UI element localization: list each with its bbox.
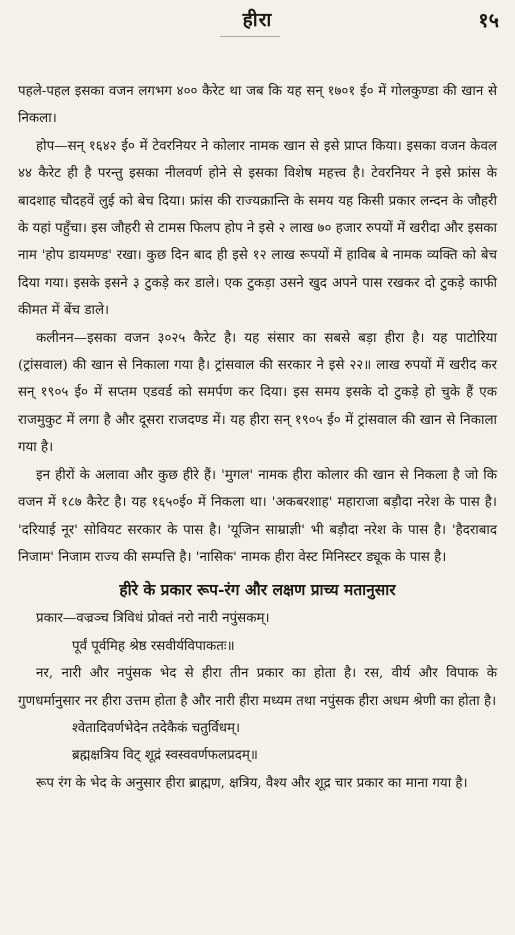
section-heading: हीरे के प्रकार रूप-रंग और लक्षण प्राच्य मतानुसार xyxy=(119,580,396,600)
header-rule xyxy=(220,36,280,37)
paragraph-hope: होप—सन् १६४२ ई० में टेवरनियर ने कोलार नामक खान से इसे प्राप्त किया। इसका वजन केवल ४४ कैरेट ही है परन्तु इसका नीलवर्ण होने से इसका विशेष महत्त्व है। टेवरनियर ने इसे फ्रांस के बादशाह चौदहवें लुई को बेच दिया। फ्रांस की राज्यक्रान्ति के समय यह किसी प्रकार लन्दन के जौहरी के यहां पहुँचा। इस जौहरी से टामस फिलप होप ने इसे २ लाख ७० हजार रुपयों में खरीदा और इसका नाम 'होप डायमण्ड' रखा। कुछ दिन बाद ही इसे १२ लाख रूपयों में हाविब बे नामक व्यक्ति को बेच दिया गया। इसके इसने ३ टुकड़े कर डाले। एक टुकड़ा उसने खुद अपने पास रखकर दो टुकड़े काफी कीमत में बेंच डाले। xyxy=(18,138,497,319)
verse-1-line-1: प्रकार—वज्रञ्च त्रिविधं प्रोक्तं नरो नारी नपुंसकम्। xyxy=(36,611,270,627)
page-number: १५ xyxy=(478,8,499,32)
verse-2-line-2: ब्रह्मक्षत्रिय विट् शूद्रं स्वस्ववर्णफलप्रदम्॥ xyxy=(72,748,258,764)
paragraph-cullinan: कलीनन—इसका वजन ३०२५ कैरेट है। यह संसार का सबसे बड़ा हीरा है। यह पाटोरिया (ट्रांसवाल) की खान से निकाला गया है। ट्रांसवाल की सरकार ने इसे २२॥ लाख रुपयों में खरीद कर सन् १९०५ ई० में सप्तम एडवर्ड को समर्पण कर दिया। इस समय इसके दो टुकड़े हो चुके हैं एक राजमुकुट में लगा है और दूसरा राजदण्ड में। यह हीरा सन् १९०५ ई० में ट्रांसवाल की खान से निकाला गया है। xyxy=(18,330,497,456)
explanation-2: रूप रंग के भेद के अनुसार हीरा ब्राह्मण, क्षत्रिय, वैश्य और शूद्र चार प्रकार का माना गया है। xyxy=(36,775,468,791)
verse-2-line-1: श्वेतादिवर्णभेदेन तदेकैकं चतुर्विधम्। xyxy=(72,720,241,736)
paragraph-intro: पहले-पहल इसका वजन लगभग ४०० कैरेट था जब कि यह सन् १७०१ ई० में गोलकुण्डा की खान से निकला। xyxy=(18,84,497,127)
explanation-1: नर, नारी और नपुंसक भेद से हीरा तीन प्रकार का होता है। रस, वीर्य और विपाक के गुणधर्मानुसार नर हीरा उत्तम होता है और नारी हीरा मध्यम तथा नपुंसक हीरा अधम श्रेणी का होता है। xyxy=(18,666,497,709)
page-body xyxy=(18,78,497,797)
verse-1-line-2: पूर्वं पूर्वमिह श्रेष्ठ रसवीर्यविपाकतः॥ xyxy=(72,638,235,654)
paragraph-other-diamonds: इन हीरों के अलावा और कुछ हीरे हैं। 'मुगल' नामक हीरा कोलार की खान से निकला है जो कि वजन में १८७ कैरेट है। यह १६५०ई० में निकला था। 'अकबरशाह' महाराजा बड़ौदा नरेश के पास है। 'दरियाई नूर' सोवियट सरकार के पास है। 'यूजिन साम्राज्ञी' भी बड़ौदा नरेश के पास है। 'हैदराबाद निजाम' निजाम राज्य की सम्पत्ति है। 'नासिक' नामक हीरा वेस्ट मिनिस्टर ड्यूक के पास है। xyxy=(18,467,497,565)
page-header xyxy=(0,6,515,46)
running-title: हीरा xyxy=(242,9,273,31)
